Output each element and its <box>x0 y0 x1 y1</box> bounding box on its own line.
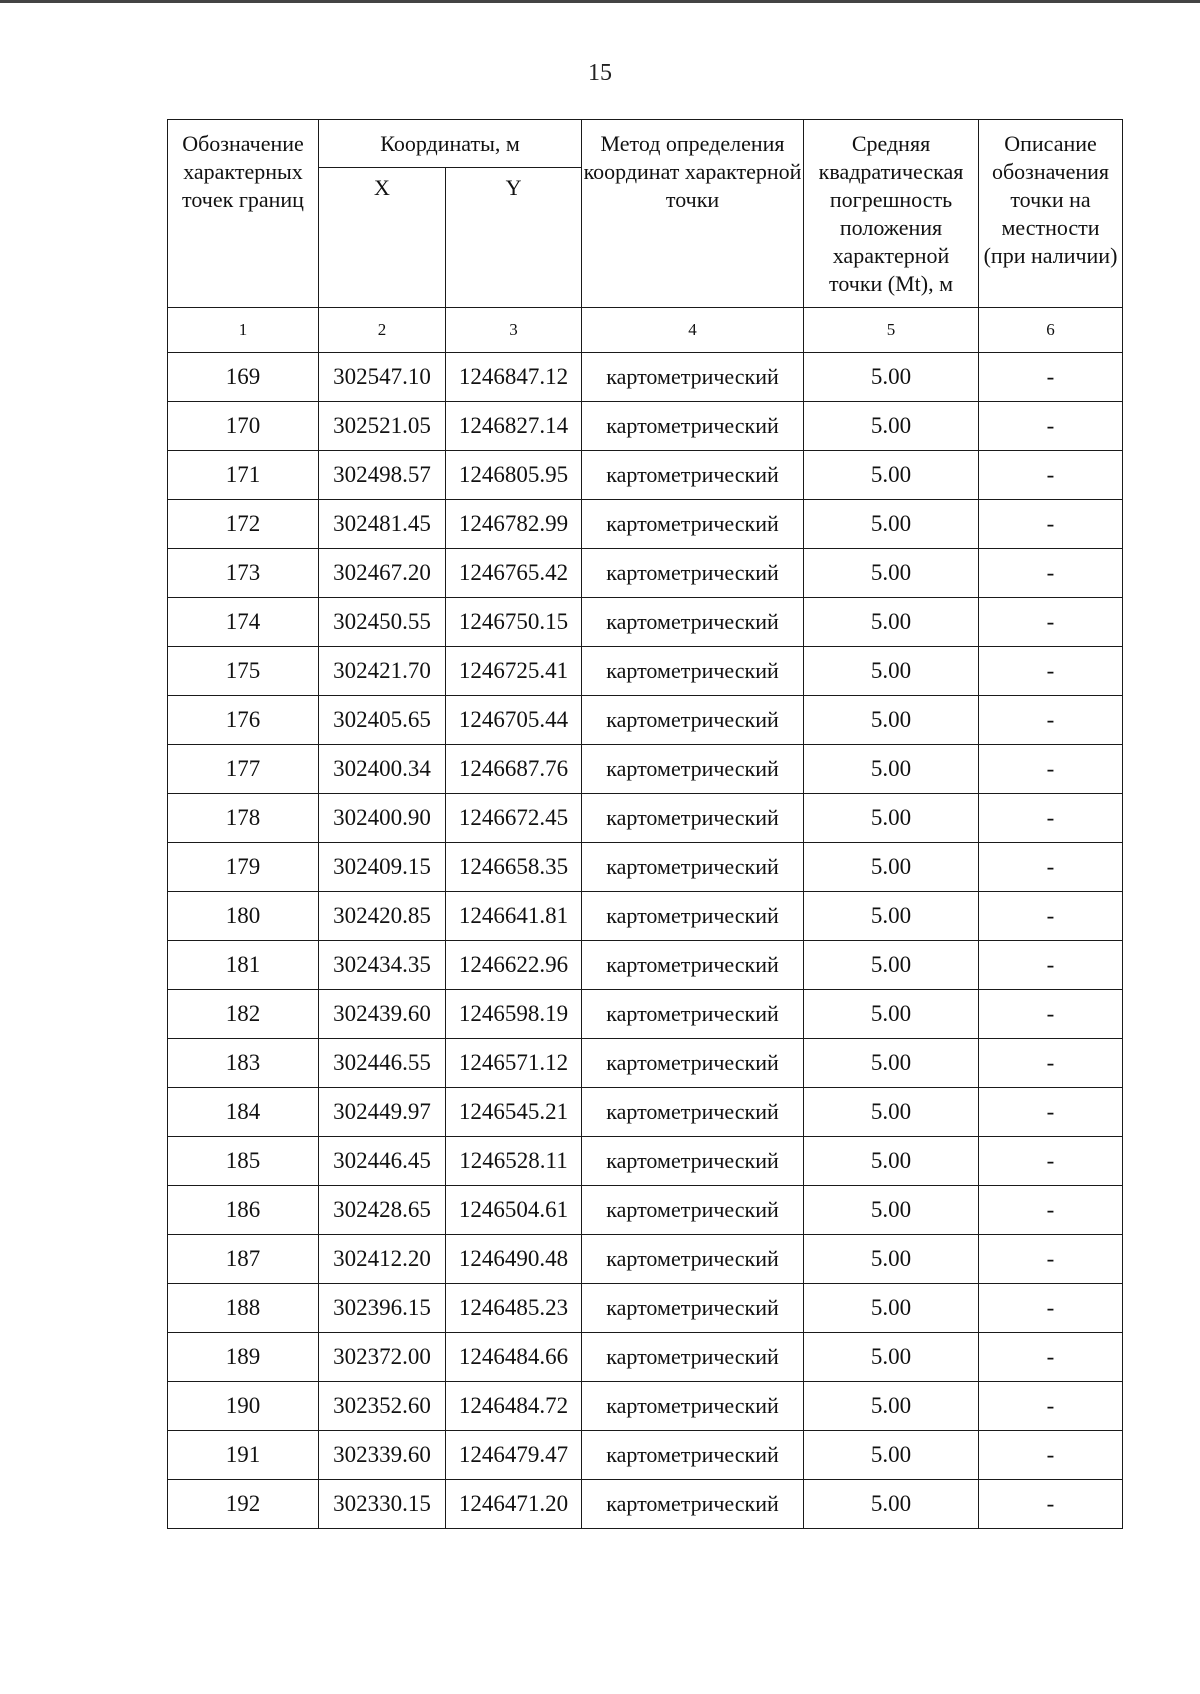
table-row <box>168 941 1123 990</box>
y-coordinate-cell: 1246479.47 <box>446 1431 582 1480</box>
point-cell: 174 <box>168 598 319 647</box>
error-cell: 5.00 <box>804 1480 979 1529</box>
y-coordinate-cell: 1246545.21 <box>446 1088 582 1137</box>
point-cell: 175 <box>168 647 319 696</box>
y-coordinate-cell: 1246705.44 <box>446 696 582 745</box>
description-cell: - <box>979 990 1123 1039</box>
point-cell: 169 <box>168 353 319 402</box>
point-cell: 176 <box>168 696 319 745</box>
header-designation: Обозначение характерных точек границ <box>168 120 319 308</box>
table-row <box>168 1235 1123 1284</box>
x-coordinate-cell: 302412.20 <box>319 1235 446 1284</box>
table-row <box>168 1284 1123 1333</box>
x-coordinate-cell: 302434.35 <box>319 941 446 990</box>
table-row <box>168 696 1123 745</box>
x-coordinate-cell: 302439.60 <box>319 990 446 1039</box>
y-coordinate-cell: 1246471.20 <box>446 1480 582 1529</box>
table-row <box>168 990 1123 1039</box>
method-cell: картометрический <box>582 1333 804 1382</box>
y-coordinate-cell: 1246641.81 <box>446 892 582 941</box>
description-cell: - <box>979 1333 1123 1382</box>
table-row <box>168 843 1123 892</box>
y-coordinate-cell: 1246622.96 <box>446 941 582 990</box>
method-cell: картометрический <box>582 1382 804 1431</box>
y-coordinate-cell: 1246672.45 <box>446 794 582 843</box>
point-cell: 179 <box>168 843 319 892</box>
y-coordinate-cell: 1246725.41 <box>446 647 582 696</box>
table-row <box>168 353 1123 402</box>
description-cell: - <box>979 451 1123 500</box>
method-cell: картометрический <box>582 549 804 598</box>
x-coordinate-cell: 302498.57 <box>319 451 446 500</box>
table-row <box>168 1382 1123 1431</box>
point-cell: 192 <box>168 1480 319 1529</box>
error-cell: 5.00 <box>804 1333 979 1382</box>
point-cell: 186 <box>168 1186 319 1235</box>
y-coordinate-cell: 1246782.99 <box>446 500 582 549</box>
table-body <box>168 353 1123 1529</box>
description-cell: - <box>979 1284 1123 1333</box>
description-cell: - <box>979 892 1123 941</box>
error-cell: 5.00 <box>804 990 979 1039</box>
x-coordinate-cell: 302481.45 <box>319 500 446 549</box>
header-y: Y <box>446 168 582 308</box>
method-cell: картометрический <box>582 1431 804 1480</box>
x-coordinate-cell: 302372.00 <box>319 1333 446 1382</box>
x-coordinate-cell: 302339.60 <box>319 1431 446 1480</box>
method-cell: картометрический <box>582 892 804 941</box>
error-cell: 5.00 <box>804 1235 979 1284</box>
y-coordinate-cell: 1246687.76 <box>446 745 582 794</box>
description-cell: - <box>979 1088 1123 1137</box>
error-cell: 5.00 <box>804 1039 979 1088</box>
description-cell: - <box>979 1235 1123 1284</box>
error-cell: 5.00 <box>804 1186 979 1235</box>
column-number: 5 <box>804 308 979 353</box>
point-cell: 172 <box>168 500 319 549</box>
error-cell: 5.00 <box>804 451 979 500</box>
error-cell: 5.00 <box>804 1431 979 1480</box>
description-cell: - <box>979 402 1123 451</box>
point-cell: 177 <box>168 745 319 794</box>
error-cell: 5.00 <box>804 696 979 745</box>
y-coordinate-cell: 1246598.19 <box>446 990 582 1039</box>
error-cell: 5.00 <box>804 1137 979 1186</box>
y-coordinate-cell: 1246750.15 <box>446 598 582 647</box>
point-cell: 171 <box>168 451 319 500</box>
x-coordinate-cell: 302421.70 <box>319 647 446 696</box>
error-cell: 5.00 <box>804 402 979 451</box>
table-row <box>168 500 1123 549</box>
error-cell: 5.00 <box>804 892 979 941</box>
x-coordinate-cell: 302352.60 <box>319 1382 446 1431</box>
table-row <box>168 647 1123 696</box>
y-coordinate-cell: 1246658.35 <box>446 843 582 892</box>
point-cell: 188 <box>168 1284 319 1333</box>
point-cell: 178 <box>168 794 319 843</box>
method-cell: картометрический <box>582 941 804 990</box>
method-cell: картометрический <box>582 402 804 451</box>
x-coordinate-cell: 302409.15 <box>319 843 446 892</box>
table-row <box>168 1431 1123 1480</box>
description-cell: - <box>979 1137 1123 1186</box>
error-cell: 5.00 <box>804 843 979 892</box>
description-cell: - <box>979 549 1123 598</box>
table-row <box>168 1186 1123 1235</box>
method-cell: картометрический <box>582 1284 804 1333</box>
y-coordinate-cell: 1246765.42 <box>446 549 582 598</box>
x-coordinate-cell: 302521.05 <box>319 402 446 451</box>
point-cell: 182 <box>168 990 319 1039</box>
y-coordinate-cell: 1246504.61 <box>446 1186 582 1235</box>
point-cell: 181 <box>168 941 319 990</box>
error-cell: 5.00 <box>804 1088 979 1137</box>
description-cell: - <box>979 794 1123 843</box>
column-number: 6 <box>979 308 1123 353</box>
x-coordinate-cell: 302396.15 <box>319 1284 446 1333</box>
y-coordinate-cell: 1246485.23 <box>446 1284 582 1333</box>
header-error: Средняя квадратическая погрешность положения характерной точки (Mt), м <box>804 120 979 308</box>
method-cell: картометрический <box>582 745 804 794</box>
table-row <box>168 1480 1123 1529</box>
point-cell: 170 <box>168 402 319 451</box>
column-number: 3 <box>446 308 582 353</box>
table-row <box>168 1039 1123 1088</box>
column-number: 1 <box>168 308 319 353</box>
table-row <box>168 1333 1123 1382</box>
table-row <box>168 1088 1123 1137</box>
error-cell: 5.00 <box>804 598 979 647</box>
x-coordinate-cell: 302428.65 <box>319 1186 446 1235</box>
description-cell: - <box>979 1480 1123 1529</box>
point-cell: 191 <box>168 1431 319 1480</box>
y-coordinate-cell: 1246528.11 <box>446 1137 582 1186</box>
point-cell: 190 <box>168 1382 319 1431</box>
y-coordinate-cell: 1246484.72 <box>446 1382 582 1431</box>
method-cell: картометрический <box>582 353 804 402</box>
x-coordinate-cell: 302330.15 <box>319 1480 446 1529</box>
method-cell: картометрический <box>582 1235 804 1284</box>
table-row <box>168 549 1123 598</box>
point-cell: 189 <box>168 1333 319 1382</box>
header-coordinates: Координаты, м <box>319 120 582 168</box>
point-cell: 173 <box>168 549 319 598</box>
method-cell: картометрический <box>582 1137 804 1186</box>
header-method: Метод определения координат характерной точки <box>582 120 804 308</box>
table-row <box>168 402 1123 451</box>
column-numbers-row <box>168 308 1123 353</box>
error-cell: 5.00 <box>804 1284 979 1333</box>
description-cell: - <box>979 598 1123 647</box>
table-row <box>168 745 1123 794</box>
description-cell: - <box>979 1382 1123 1431</box>
y-coordinate-cell: 1246847.12 <box>446 353 582 402</box>
method-cell: картометрический <box>582 1480 804 1529</box>
method-cell: картометрический <box>582 843 804 892</box>
table-row <box>168 892 1123 941</box>
description-cell: - <box>979 745 1123 794</box>
y-coordinate-cell: 1246827.14 <box>446 402 582 451</box>
error-cell: 5.00 <box>804 353 979 402</box>
description-cell: - <box>979 1039 1123 1088</box>
error-cell: 5.00 <box>804 549 979 598</box>
y-coordinate-cell: 1246571.12 <box>446 1039 582 1088</box>
description-cell: - <box>979 843 1123 892</box>
x-coordinate-cell: 302467.20 <box>319 549 446 598</box>
header-x: X <box>319 168 446 308</box>
x-coordinate-cell: 302449.97 <box>319 1088 446 1137</box>
method-cell: картометрический <box>582 598 804 647</box>
x-coordinate-cell: 302420.85 <box>319 892 446 941</box>
error-cell: 5.00 <box>804 745 979 794</box>
x-coordinate-cell: 302450.55 <box>319 598 446 647</box>
error-cell: 5.00 <box>804 1382 979 1431</box>
x-coordinate-cell: 302405.65 <box>319 696 446 745</box>
point-cell: 185 <box>168 1137 319 1186</box>
description-cell: - <box>979 1431 1123 1480</box>
column-number: 4 <box>582 308 804 353</box>
method-cell: картометрический <box>582 451 804 500</box>
x-coordinate-cell: 302446.55 <box>319 1039 446 1088</box>
point-cell: 187 <box>168 1235 319 1284</box>
description-cell: - <box>979 941 1123 990</box>
description-cell: - <box>979 647 1123 696</box>
error-cell: 5.00 <box>804 647 979 696</box>
error-cell: 5.00 <box>804 500 979 549</box>
y-coordinate-cell: 1246490.48 <box>446 1235 582 1284</box>
top-border-line <box>0 0 1200 3</box>
point-cell: 183 <box>168 1039 319 1088</box>
point-cell: 184 <box>168 1088 319 1137</box>
method-cell: картометрический <box>582 1088 804 1137</box>
header-description: Описание обозначения точки на местности (при наличии) <box>979 120 1123 308</box>
x-coordinate-cell: 302400.34 <box>319 745 446 794</box>
method-cell: картометрический <box>582 696 804 745</box>
x-coordinate-cell: 302547.10 <box>319 353 446 402</box>
error-cell: 5.00 <box>804 941 979 990</box>
table-row <box>168 1137 1123 1186</box>
error-cell: 5.00 <box>804 794 979 843</box>
y-coordinate-cell: 1246805.95 <box>446 451 582 500</box>
table-row <box>168 598 1123 647</box>
method-cell: картометрический <box>582 990 804 1039</box>
description-cell: - <box>979 1186 1123 1235</box>
y-coordinate-cell: 1246484.66 <box>446 1333 582 1382</box>
table-row <box>168 451 1123 500</box>
page-number: 15 <box>588 60 612 86</box>
description-cell: - <box>979 353 1123 402</box>
description-cell: - <box>979 696 1123 745</box>
method-cell: картометрический <box>582 500 804 549</box>
table-row <box>168 794 1123 843</box>
description-cell: - <box>979 500 1123 549</box>
x-coordinate-cell: 302446.45 <box>319 1137 446 1186</box>
x-coordinate-cell: 302400.90 <box>319 794 446 843</box>
method-cell: картометрический <box>582 794 804 843</box>
point-cell: 180 <box>168 892 319 941</box>
method-cell: картометрический <box>582 1186 804 1235</box>
method-cell: картометрический <box>582 1039 804 1088</box>
method-cell: картометрический <box>582 647 804 696</box>
column-number: 2 <box>319 308 446 353</box>
coordinates-table <box>167 119 1123 1529</box>
